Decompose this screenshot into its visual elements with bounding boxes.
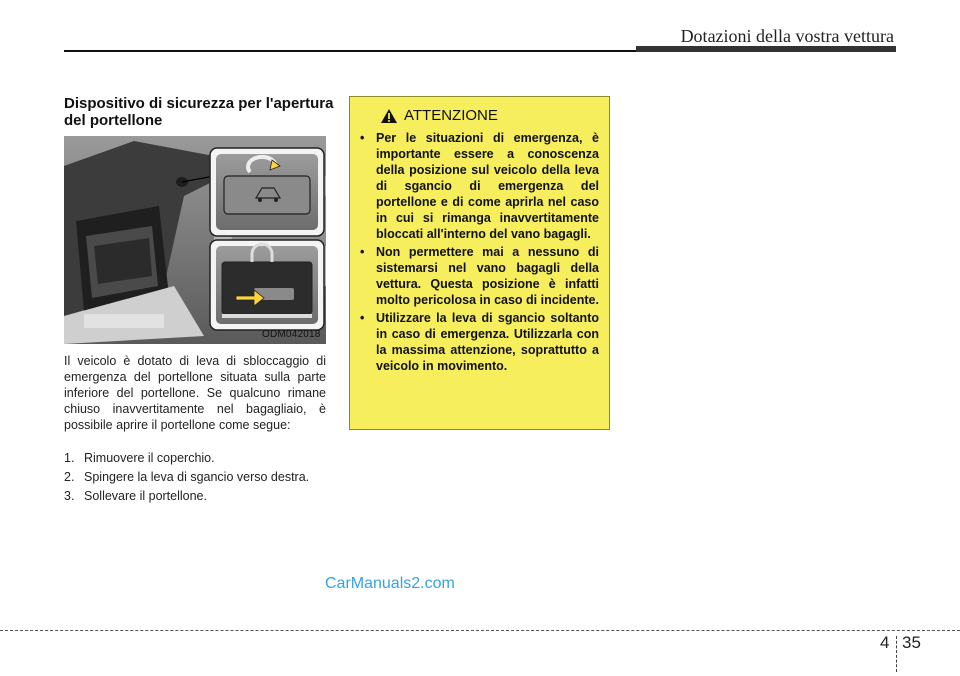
header-rule bbox=[64, 50, 636, 52]
bullet-icon: • bbox=[360, 245, 365, 259]
header-rule-bar bbox=[636, 46, 896, 52]
page-number: 35 bbox=[902, 633, 921, 652]
chapter-number: 4 bbox=[880, 633, 890, 652]
list-item bbox=[360, 244, 599, 308]
tailgate-figure bbox=[64, 136, 326, 344]
warning-text: Non permettere mai a nessuno di sistemarsi nel vano bagagli della vettura. Questa posizione è infatti molto pericolosa in caso di incidente. bbox=[376, 245, 599, 307]
step-number: 1. bbox=[64, 451, 75, 465]
step-list bbox=[64, 450, 326, 507]
warning-text: Per le situazioni di emergenza, è importante essere a conoscenza della posizione sul veicolo della leva di sgancio di emergenza del portellone e di come aprirla nel caso in cui si rimanga inavvertitamente bloccati all'interno del vano bagagli. bbox=[376, 131, 599, 241]
running-header: Dotazioni della vostra vettura bbox=[680, 26, 894, 46]
list-item bbox=[360, 310, 599, 374]
section-heading: Dispositivo di sicurezza per l'apertura del portellone bbox=[64, 95, 334, 129]
bullet-icon: • bbox=[360, 131, 365, 145]
step-text: Sollevare il portellone. bbox=[84, 489, 207, 503]
list-item bbox=[360, 130, 599, 242]
list-item bbox=[64, 469, 326, 485]
warning-box bbox=[349, 96, 610, 430]
warning-text: Utilizzare la leva di sgancio soltanto in caso di emergenza. Utilizzarla con la massima attenzione, soprattutto a veicolo in movimento. bbox=[376, 311, 599, 373]
step-text: Spingere la leva di sgancio verso destra. bbox=[84, 470, 310, 484]
warning-triangle-icon bbox=[380, 108, 398, 124]
page-separator bbox=[896, 636, 897, 672]
watermark-link[interactable]: CarManuals2.com bbox=[325, 575, 455, 592]
step-number: 3. bbox=[64, 489, 75, 503]
list-item bbox=[64, 488, 326, 504]
list-item bbox=[64, 450, 326, 466]
tailgate-photo bbox=[64, 136, 326, 344]
cover-panel-icon bbox=[224, 176, 310, 214]
bullet-icon: • bbox=[360, 311, 365, 325]
warning-list bbox=[360, 130, 599, 374]
warning-title: ATTENZIONE bbox=[404, 107, 498, 124]
figure-code: ODM042018 bbox=[262, 329, 321, 340]
body-paragraph: Il veicolo è dotato di leva di sbloccaggio di emergenza del portellone situata sulla parte inferiore del portellone. Se qualcuno rimane chiuso inavvertitamente nel bagagliaio, è possibile aprire il portellone come segue: bbox=[64, 354, 326, 432]
footer-rule bbox=[0, 630, 960, 631]
step-text: Rimuovere il coperchio. bbox=[84, 451, 215, 465]
step-number: 2. bbox=[64, 470, 75, 484]
warning-header bbox=[380, 107, 599, 124]
